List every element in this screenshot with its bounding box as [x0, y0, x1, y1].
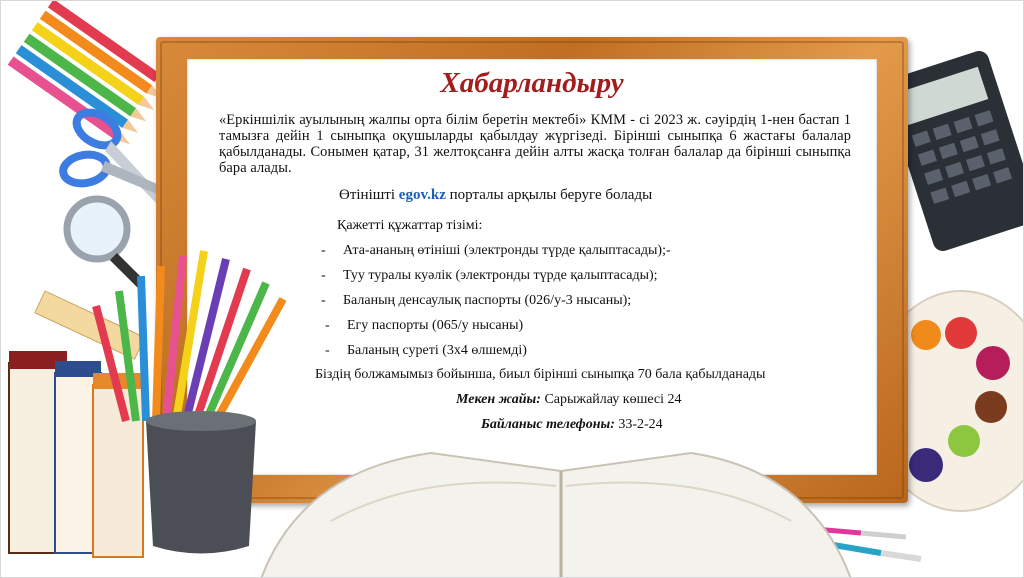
apply-before-text: Өтінішті	[339, 187, 396, 203]
list-bullet: -	[321, 243, 326, 258]
document-text: Баланың суреті (3х4 өлшемді)	[347, 343, 527, 358]
forecast-text: Біздің болжамымыз бойынша, биыл бірінші сыныпқа 70 бала қабылданады	[315, 367, 766, 382]
address-label: Мекен жайы:	[456, 392, 541, 407]
apply-after-text: порталы арқылы беруге болады	[449, 187, 653, 203]
open-book-icon	[261, 453, 851, 578]
pencil-cup-icon	[96, 251, 283, 554]
phone-value: 33-2-24	[618, 417, 663, 432]
phone-label: Байланыс телефоны:	[481, 417, 615, 432]
list-bullet: -	[321, 293, 326, 308]
address-value: Сарыжайлау көшесі 24	[544, 392, 682, 407]
document-text: Егу паспорты (065/у нысаны)	[347, 318, 524, 333]
list-bullet: -	[321, 268, 326, 283]
document-text: Туу туралы куәлік (электронды түрде қалыптасады);	[343, 268, 658, 283]
list-bullet: -	[325, 318, 330, 333]
document-text: Баланың денсаулық паспорты (026/у-3 нысаны);	[343, 293, 632, 308]
notice-intro: «Еркіншілік ауылының жалпы орта білім беретін мектебі» КММ - сі 2023 ж. сәуірдің 1-нен бастап 1 тамызға дейін 1 сыныпқа оқушыларды қабылдау жүргізеді. Бірінші сыныпқа 6 жастағы балалар қабылданады. Сонымен қатар, 31 желтоқсанға дейін алты жасқа толған балалар да бірінші сыныпқа бара алады.	[219, 112, 851, 176]
foreground-illustration	[1, 1, 1024, 578]
egov-link[interactable]: egov.kz	[398, 187, 446, 203]
list-bullet: -	[325, 343, 330, 358]
documents-heading: Қажетті құжаттар тізімі:	[337, 218, 483, 233]
notice-title: Хабарландыру	[440, 67, 624, 99]
document-text: Ата-ананың өтініші (электронды түрде қалыптасады);-	[343, 243, 671, 258]
